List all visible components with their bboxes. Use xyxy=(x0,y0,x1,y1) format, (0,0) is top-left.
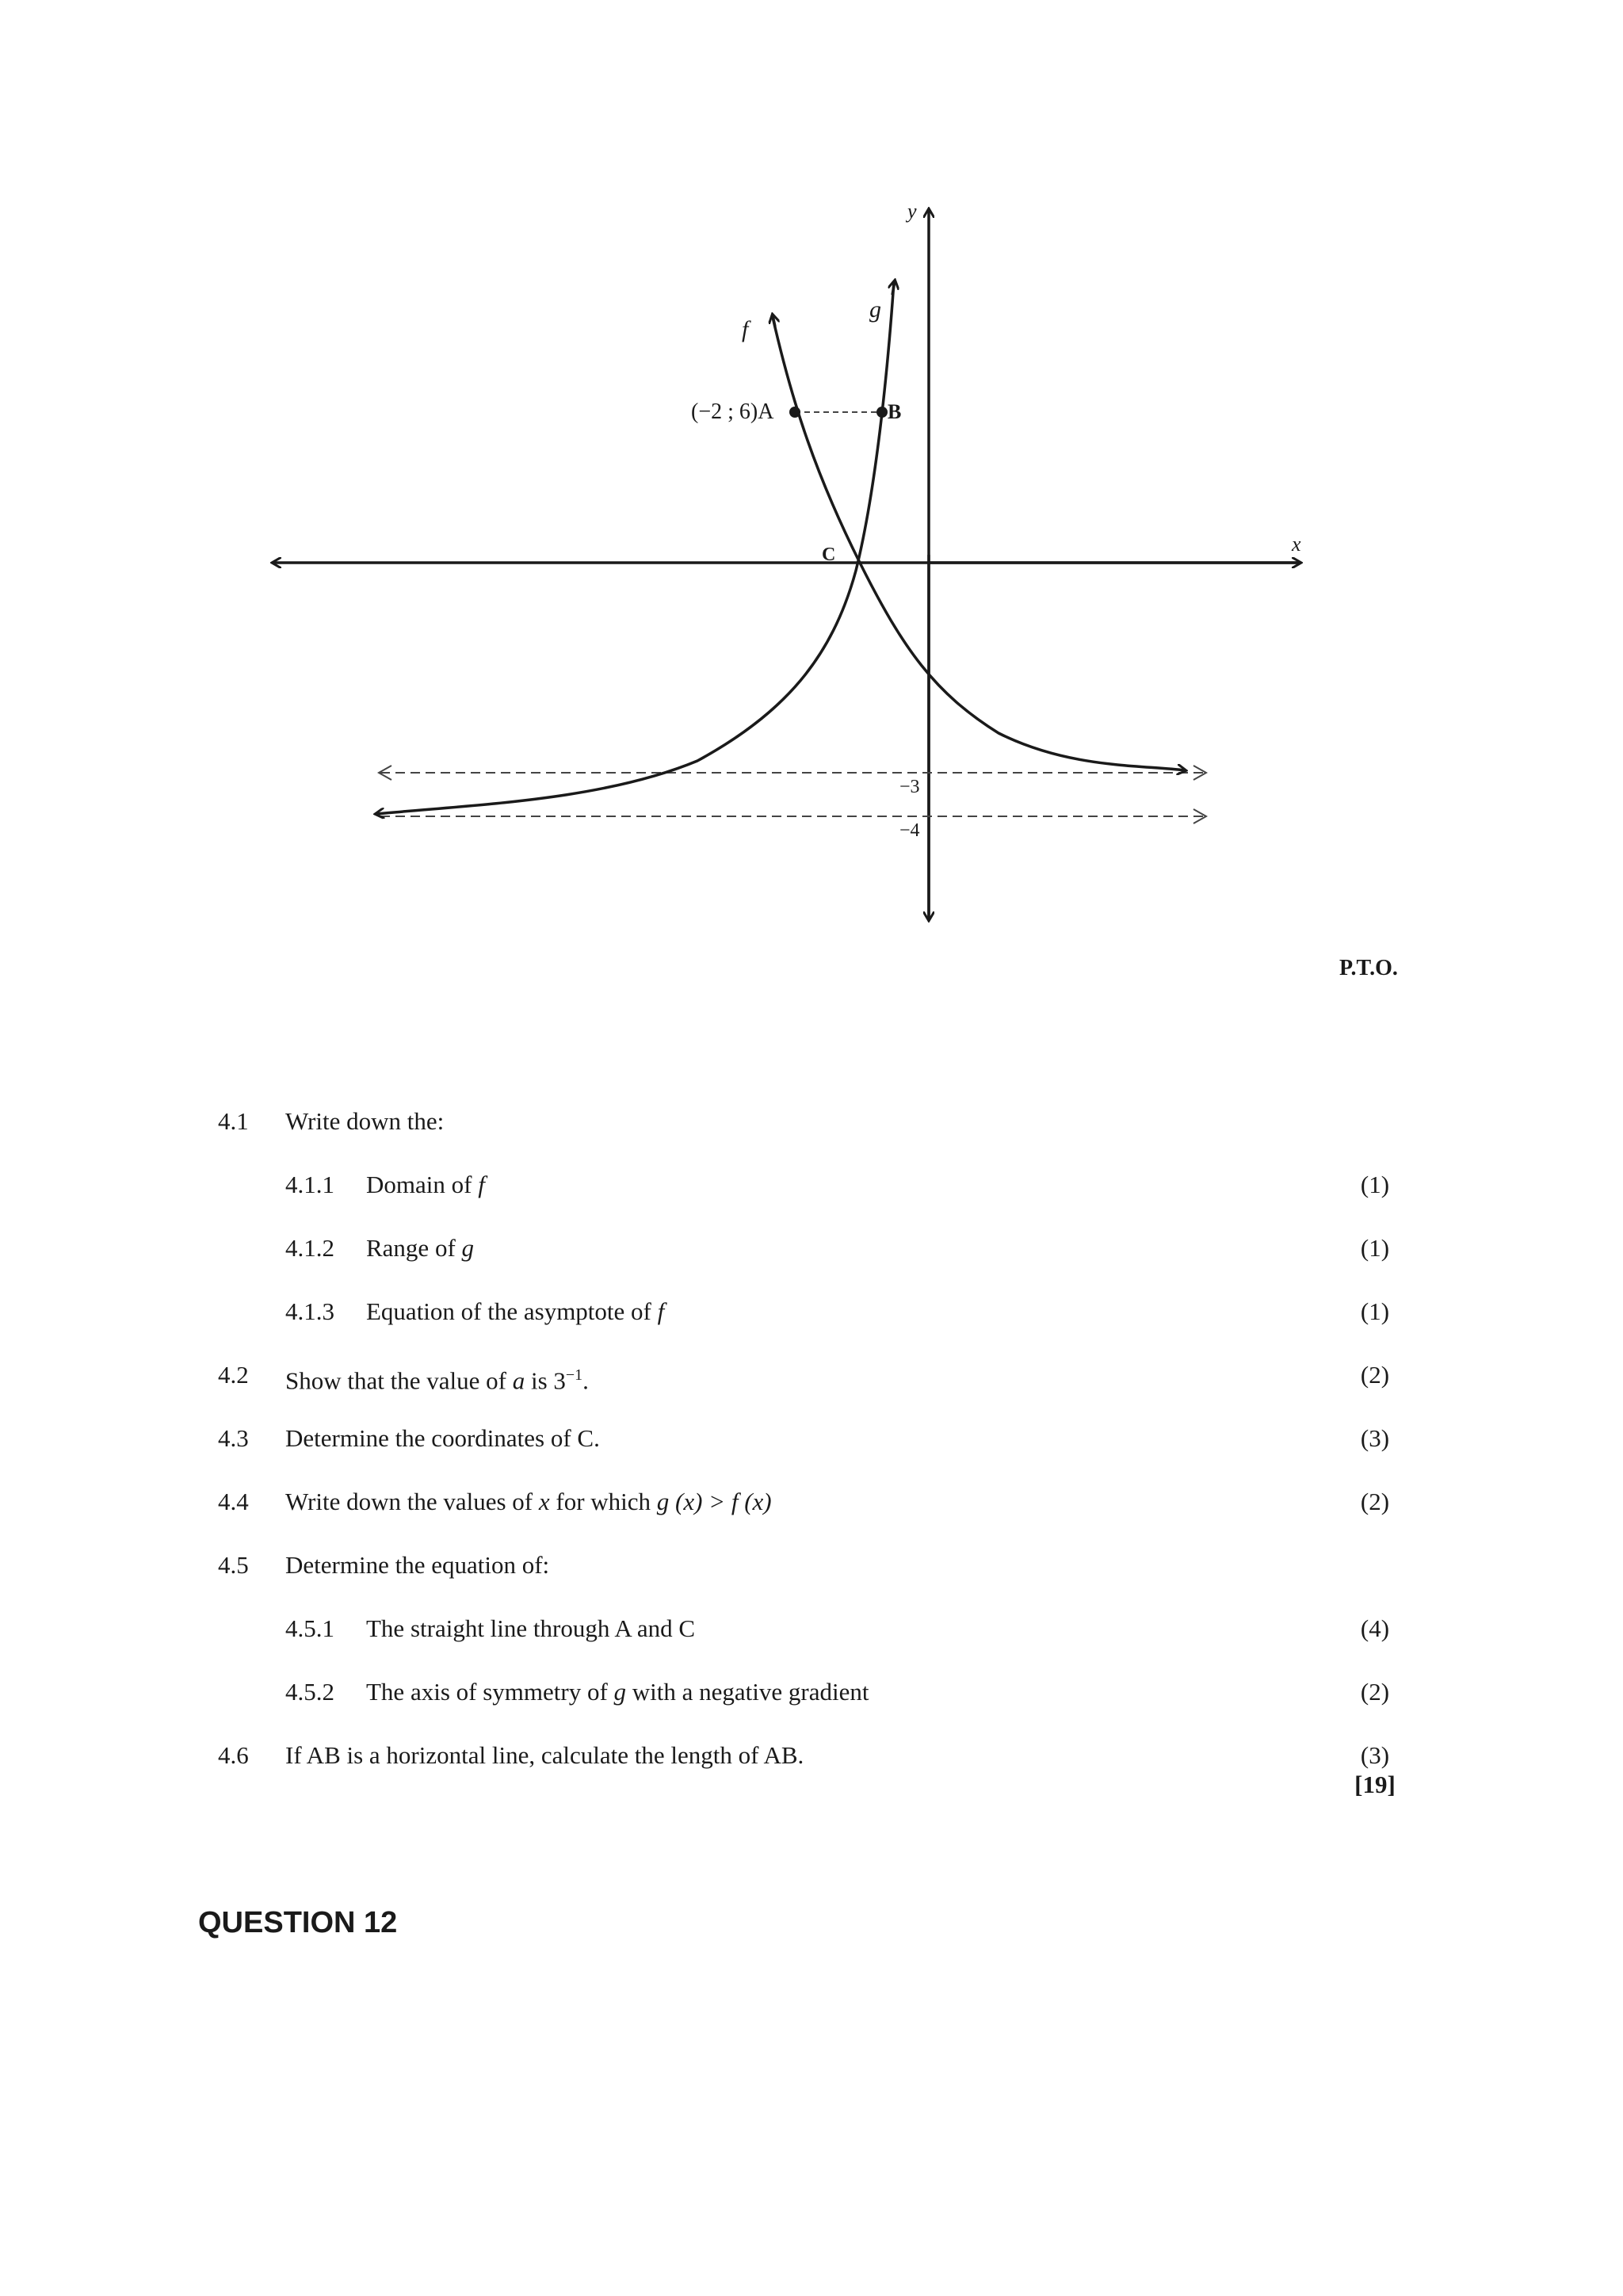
question-marks: (3) xyxy=(1360,1741,1390,1769)
total-marks: [19] xyxy=(1354,1771,1396,1798)
point-a xyxy=(789,407,800,418)
question-number: 4.5.2 xyxy=(285,1678,334,1706)
question-number: 4.2 xyxy=(218,1361,249,1389)
question-text: Domain of f xyxy=(366,1171,485,1198)
question-marks: (3) xyxy=(1360,1424,1390,1452)
g-label: g xyxy=(869,296,881,323)
y-axis-label: y xyxy=(907,200,917,223)
point-c-label: C xyxy=(822,544,836,565)
question-text: The straight line through A and C xyxy=(366,1614,696,1642)
point-a-label: (−2 ; 6)A xyxy=(691,399,774,424)
question-text: Range of g xyxy=(366,1234,475,1262)
x-axis-label: x xyxy=(1292,533,1301,556)
question-number: 4.1.2 xyxy=(285,1234,334,1262)
curve-f xyxy=(773,317,1185,770)
question-text: Determine the equation of: xyxy=(285,1551,550,1579)
question-marks: (2) xyxy=(1360,1678,1390,1706)
question-text: If AB is a horizontal line, calculate the length of AB. xyxy=(285,1741,804,1769)
asymptote-minus-4-label: −4 xyxy=(899,820,920,841)
f-label: f xyxy=(742,316,749,342)
question-number: 4.6 xyxy=(218,1741,249,1769)
question-number: 4.1.3 xyxy=(285,1297,334,1325)
question-number: 4.1 xyxy=(218,1107,249,1135)
question-marks: (1) xyxy=(1360,1297,1390,1325)
question-marks: (1) xyxy=(1360,1171,1390,1198)
question-number: 4.1.1 xyxy=(285,1171,334,1198)
question-text: Determine the coordinates of C. xyxy=(285,1424,600,1452)
question-number: 4.5 xyxy=(218,1551,249,1579)
question-number: 4.3 xyxy=(218,1424,249,1452)
next-question-heading: QUESTION 12 xyxy=(198,1906,398,1939)
question-number: 4.4 xyxy=(218,1488,249,1515)
question-text: Show that the value of a is $3^{-1}$. xyxy=(285,1366,589,1395)
question-marks: (2) xyxy=(1360,1488,1390,1515)
asymptote-minus-3-label: −3 xyxy=(899,777,920,797)
question-number: 4.5.1 xyxy=(285,1614,334,1642)
question-marks: (1) xyxy=(1360,1234,1390,1262)
question-text: Write down the: xyxy=(285,1107,445,1135)
point-b-label: B xyxy=(888,400,902,423)
curve-g xyxy=(376,281,894,814)
question-text: Write down the values of x for which g (x) > f (x) xyxy=(285,1488,772,1515)
question-marks: (4) xyxy=(1360,1614,1390,1642)
question-text: The axis of symmetry of g with a negative gradient xyxy=(366,1678,869,1706)
point-b xyxy=(876,407,888,418)
question-text: Equation of the asymptote of f xyxy=(366,1297,665,1325)
pto-note: P.T.O. xyxy=(1339,956,1398,980)
question-marks: (2) xyxy=(1360,1361,1390,1389)
function-graph xyxy=(0,0,1623,975)
